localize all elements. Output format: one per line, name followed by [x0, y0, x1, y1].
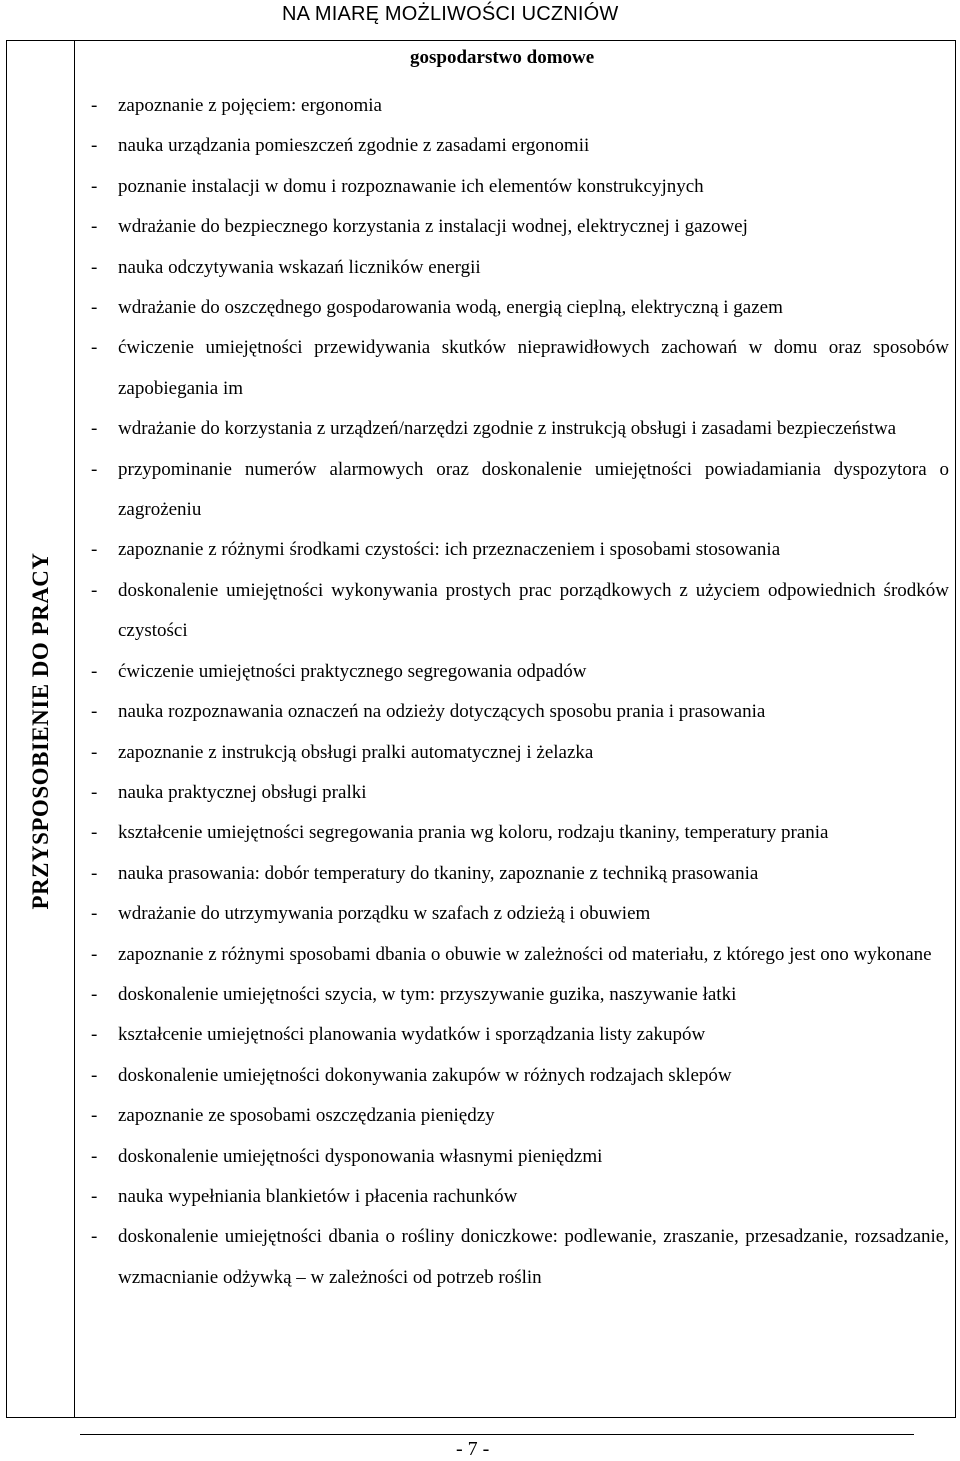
- list-item: [85, 773, 949, 813]
- list-item: [85, 1217, 949, 1298]
- list-item: [85, 1056, 949, 1096]
- list-item-text: przypominanie numerów alarmowych oraz doskonalenie umiejętności powiadamiania dyspozytora o zagrożeniu: [118, 458, 949, 521]
- list-dash: -: [91, 1226, 98, 1248]
- list-item-text: nauka odczytywania wskazań liczników energii: [118, 256, 481, 278]
- list-item: [85, 894, 949, 934]
- list-item: [85, 450, 949, 531]
- list-dash: -: [91, 175, 98, 197]
- side-column: [7, 41, 75, 1417]
- list-item-text: wdrażanie do oszczędnego gospodarowania wodą, energią cieplną, elektryczną i gazem: [118, 297, 783, 319]
- list-dash: -: [91, 337, 98, 359]
- list-item: [85, 1015, 949, 1055]
- list-item: [85, 813, 949, 853]
- list-dash: -: [91, 297, 98, 319]
- list-dash: -: [91, 781, 98, 803]
- list-dash: -: [91, 1145, 98, 1167]
- list-item: [85, 328, 949, 409]
- running-head: NA MIARĘ MOŻLIWOŚCI UCZNIÓW: [282, 3, 619, 25]
- list-item: [85, 409, 949, 449]
- list-item-text: nauka praktycznej obsługi pralki: [118, 781, 367, 803]
- list-item-text: zapoznanie z instrukcją obsługi pralki automatycznej i żelazka: [118, 741, 594, 763]
- list-dash: -: [91, 539, 98, 561]
- content-table: [6, 40, 956, 1418]
- list-item: [85, 167, 949, 207]
- list-item: [85, 86, 949, 126]
- list-item: [85, 126, 949, 166]
- list-item: [85, 692, 949, 732]
- list-item-text: nauka prasowania: dobór temperatury do tkaniny, zapoznanie z techniką prasowania: [118, 862, 759, 884]
- list-item: [85, 652, 949, 692]
- list-item-text: doskonalenie umiejętności wykonywania prostych prac porządkowych z użyciem odpowiednich środków czystości: [118, 579, 949, 642]
- list-item-text: ćwiczenie umiejętności przewidywania skutków nieprawidłowych zachowań w domu oraz sposobów zapobiegania im: [118, 337, 949, 399]
- list-item-text: kształcenie umiejętności segregowania prania wg koloru, rodzaju tkaniny, temperatury prania: [118, 822, 829, 844]
- list-item-text: doskonalenie umiejętności dokonywania zakupów w różnych rodzajach sklepów: [118, 1064, 732, 1086]
- list-dash: -: [91, 660, 98, 682]
- list-item-text: ćwiczenie umiejętności praktycznego segregowania odpadów: [118, 660, 587, 682]
- list-item: [85, 288, 949, 328]
- list-item: [85, 530, 949, 570]
- item-list: [85, 86, 949, 1298]
- list-dash: -: [91, 458, 98, 480]
- list-item: [85, 975, 949, 1015]
- list-item-text: doskonalenie umiejętności szycia, w tym: przyszywanie guzika, naszywanie łatki: [118, 983, 737, 1005]
- list-dash: -: [91, 822, 98, 844]
- list-item-text: wdrażanie do utrzymywania porządku w szafach z odzieżą i obuwiem: [118, 903, 651, 925]
- list-item-text: zapoznanie z różnymi środkami czystości: ich przeznaczeniem i sposobami stosowania: [118, 539, 781, 561]
- list-dash: -: [91, 579, 98, 601]
- list-item: [85, 1137, 949, 1177]
- list-dash: -: [91, 983, 98, 1005]
- list-dash: -: [91, 1105, 98, 1127]
- list-dash: -: [91, 741, 98, 763]
- list-item: [85, 207, 949, 247]
- list-item-text: doskonalenie umiejętności dbania o rośliny doniczkowe: podlewanie, zraszanie, przesadzanie, rozsadzanie, wzmacnianie odżywką – w zależności od potrzeb roślin: [118, 1226, 949, 1288]
- list-item-text: nauka wypełniania blankietów i płacenia rachunków: [118, 1185, 518, 1207]
- list-dash: -: [91, 95, 98, 116]
- list-item-text: nauka urządzania pomieszczeń zgodnie z zasadami ergonomii: [118, 135, 590, 157]
- list-item-text: wdrażanie do korzystania z urządzeń/narzędzi zgodnie z instrukcją obsługi i zasadami bezpieczeństwa: [118, 418, 897, 440]
- list-dash: -: [91, 701, 98, 723]
- list-item-text: poznanie instalacji w domu i rozpoznawanie ich elementów konstrukcyjnych: [118, 175, 704, 197]
- list-item: [85, 733, 949, 773]
- list-dash: -: [91, 903, 98, 925]
- list-dash: -: [91, 862, 98, 884]
- list-dash: -: [91, 1064, 98, 1086]
- list-item: [85, 935, 949, 975]
- list-item: [85, 854, 949, 894]
- list-item: [85, 571, 949, 652]
- list-item-text: doskonalenie umiejętności dysponowania własnymi pieniędzmi: [118, 1145, 603, 1167]
- footer-rule: [80, 1434, 914, 1435]
- list-item-text: zapoznanie z pojęciem: ergonomia: [118, 95, 382, 116]
- list-item: [85, 1096, 949, 1136]
- list-item-text: zapoznanie ze sposobami oszczędzania pieniędzy: [118, 1105, 495, 1127]
- list-dash: -: [91, 216, 98, 238]
- list-item: [85, 1177, 949, 1217]
- list-dash: -: [91, 418, 98, 440]
- section-title: gospodarstwo domowe: [410, 47, 595, 68]
- list-dash: -: [91, 1185, 98, 1207]
- side-label: PRZYSPOSOBIENIE DO PRACY: [28, 552, 53, 910]
- list-item-text: kształcenie umiejętności planowania wydatków i sporządzania listy zakupów: [118, 1024, 706, 1046]
- list-item-text: zapoznanie z różnymi sposobami dbania o obuwie w zależności od materiału, z którego jest ono wykonane: [118, 943, 932, 965]
- list-dash: -: [91, 135, 98, 157]
- list-dash: -: [91, 943, 98, 965]
- list-item-text: wdrażanie do bezpiecznego korzystania z instalacji wodnej, elektrycznej i gazowej: [118, 216, 748, 238]
- page-number: - 7 -: [456, 1438, 490, 1460]
- list-item: [85, 248, 949, 288]
- list-item-text: nauka rozpoznawania oznaczeń na odzieży dotyczących sposobu prania i prasowania: [118, 701, 766, 723]
- list-dash: -: [91, 256, 98, 278]
- list-dash: -: [91, 1024, 98, 1046]
